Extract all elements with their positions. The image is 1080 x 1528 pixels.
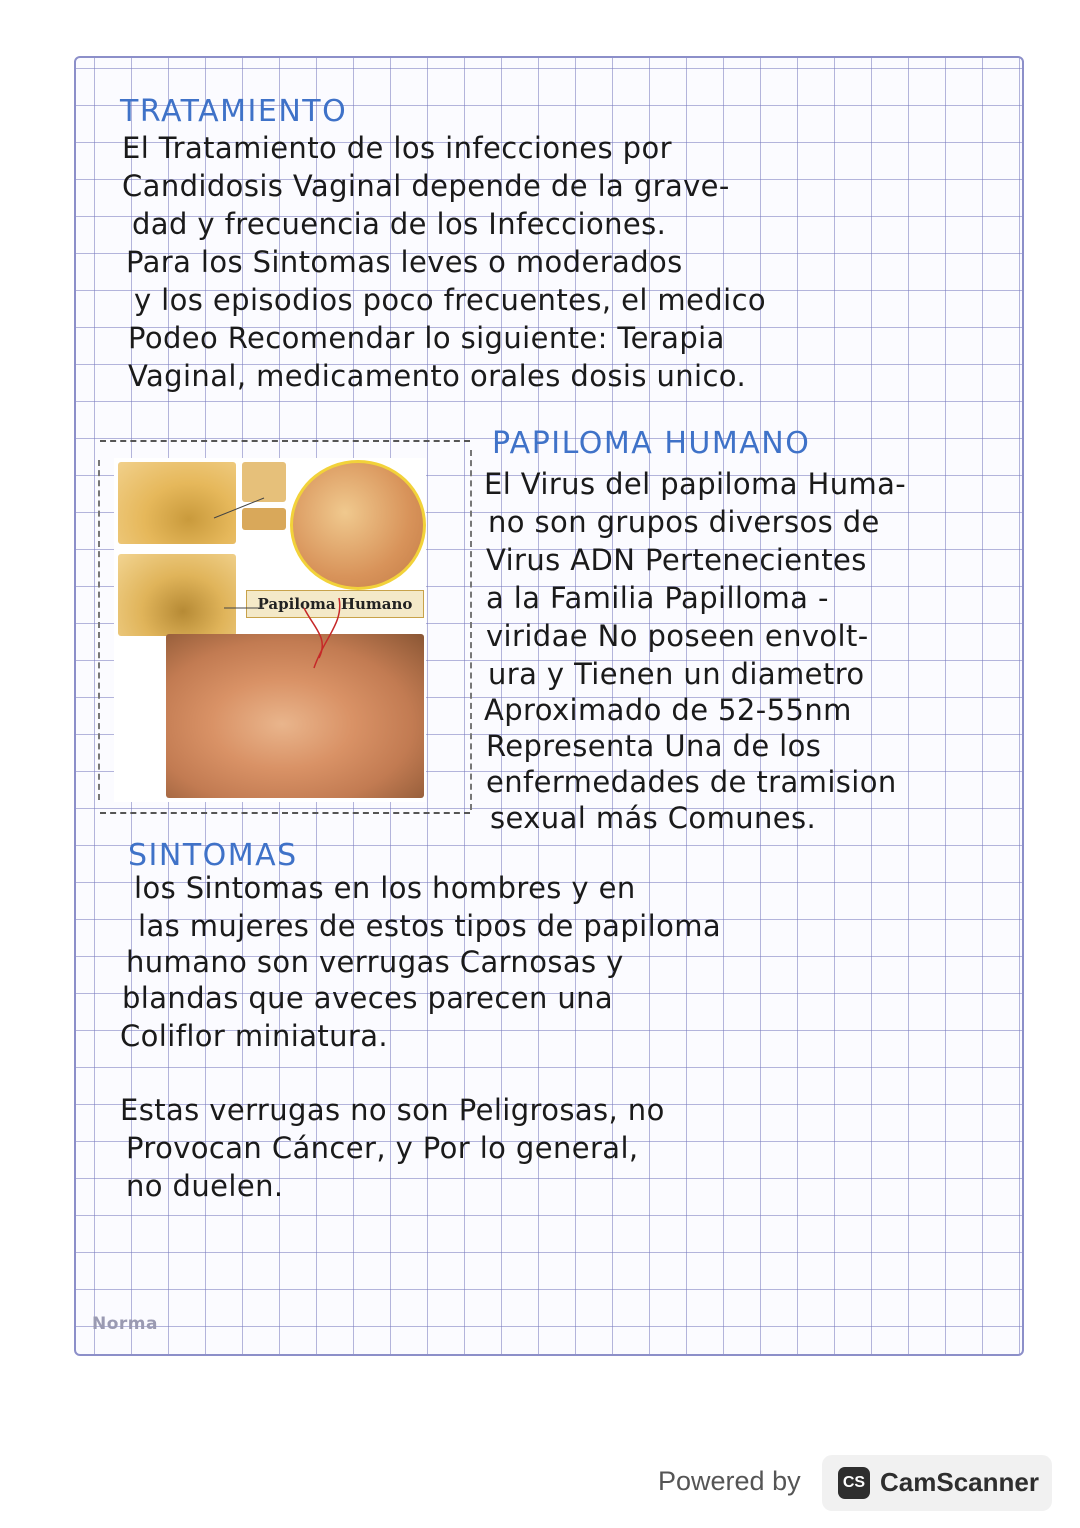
sintomas-line: blandas que aveces parecen una [122, 981, 614, 1015]
tratamiento-line: Para los Sintomas leves o moderados [126, 245, 683, 279]
papiloma-line: Representa Una de los [486, 729, 822, 763]
sintomas-note-line: Provocan Cáncer, y Por lo general, [126, 1131, 639, 1165]
tratamiento-line: Vaginal, medicamento orales dosis unico. [128, 359, 747, 393]
papiloma-figure [114, 458, 426, 802]
papiloma-heading: PAPILOMA HUMANO [492, 426, 811, 461]
papiloma-line: a la Familia Papilloma - [486, 581, 829, 615]
sintomas-heading: SINTOMAS [128, 838, 298, 873]
papiloma-line: Virus ADN Pertenecientes [486, 543, 867, 577]
sintomas-line: las mujeres de estos tipos de papiloma [138, 909, 722, 943]
papiloma-line: Aproximado de 52-55nm [484, 693, 852, 727]
camscanner-badge [822, 1455, 1052, 1511]
figure-label: Papiloma Humano [246, 590, 424, 618]
tratamiento-line: dad y frecuencia de los Infecciones. [132, 207, 667, 241]
tratamiento-line: Candidosis Vaginal depende de la grave- [122, 169, 730, 203]
papiloma-line: ura y Tienen un diametro [488, 657, 865, 691]
figure-connector-lines [114, 458, 426, 802]
sintomas-line: humano son verrugas Carnosas y [126, 945, 624, 979]
sintomas-line: Coliflor miniatura. [120, 1019, 389, 1053]
camscanner-icon: CS [838, 1467, 870, 1499]
sintomas-line: los Sintomas en los hombres y en [134, 871, 636, 905]
papiloma-line: no son grupos diversos de [488, 505, 880, 539]
notebook-brand-logo: Norma [92, 1314, 158, 1334]
powered-by-text: Powered by [658, 1466, 801, 1496]
figure-frame-left [98, 460, 100, 800]
sintomas-note-line: Estas verrugas no son Peligrosas, no [120, 1093, 665, 1127]
tratamiento-line: El Tratamiento de los infecciones por [122, 131, 672, 165]
papiloma-line: sexual más Comunes. [490, 801, 817, 835]
tratamiento-heading: TRATAMIENTO [120, 94, 348, 129]
tratamiento-line: Podeo Recomendar lo siguiente: Terapia [128, 321, 725, 355]
tratamiento-line: y los episodios poco frecuentes, el medico [134, 283, 767, 317]
papiloma-line: El Virus del papiloma Huma- [484, 467, 907, 501]
papiloma-line: viridae No poseen envolt- [486, 619, 869, 653]
camscanner-brand: CamScanner [880, 1467, 1039, 1497]
sintomas-note-line: no duelen. [126, 1169, 284, 1203]
papiloma-line: enfermedades de tramision [486, 765, 897, 799]
figure-frame-top [100, 440, 470, 442]
figure-frame-bottom [100, 812, 470, 814]
figure-frame-right [470, 450, 472, 810]
